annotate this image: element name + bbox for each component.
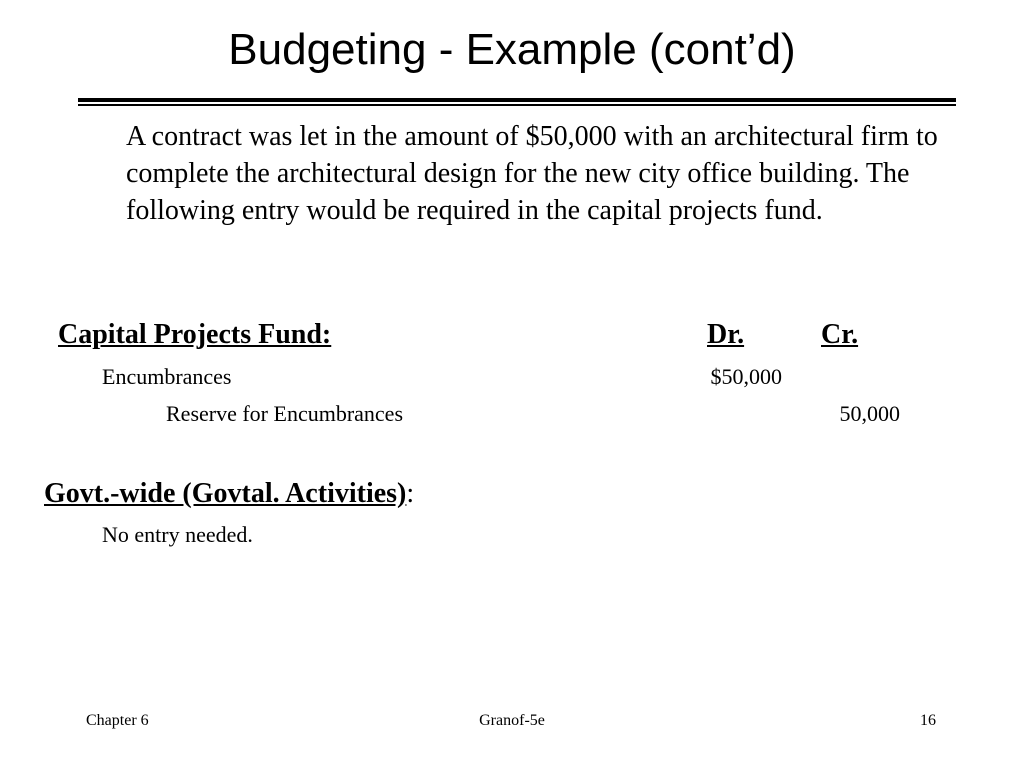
footer-chapter: Chapter 6 xyxy=(86,712,149,729)
title-divider-thick xyxy=(78,98,956,102)
intro-paragraph: A contract was let in the amount of $50,000 with an architectural firm to complete the architectural design for the new city office building. The following entry would be required in the capital projects fund. xyxy=(126,121,938,226)
entry-debit-amount: $50,000 xyxy=(710,364,782,389)
entry-account: Reserve for Encumbrances xyxy=(166,401,404,426)
govt-wide-heading-colon: : xyxy=(406,478,415,509)
entry-account: Encumbrances xyxy=(102,364,232,389)
govt-wide-heading-line xyxy=(44,477,414,511)
entry-credit-amount: 50,000 xyxy=(839,401,900,426)
credit-column-header: Cr. xyxy=(821,319,859,350)
footer-page-number: 16 xyxy=(920,712,936,729)
title-divider-thin xyxy=(78,104,956,106)
capital-projects-heading: Capital Projects Fund: xyxy=(58,319,332,350)
govt-wide-heading: Govt.-wide (Govtal. Activities) xyxy=(44,478,407,509)
govt-wide-note: No entry needed. xyxy=(102,522,253,547)
footer-source: Granof-5e xyxy=(479,712,545,729)
debit-column-header: Dr. xyxy=(707,319,745,350)
slide-title: Budgeting - Example (cont’d) xyxy=(228,25,796,74)
